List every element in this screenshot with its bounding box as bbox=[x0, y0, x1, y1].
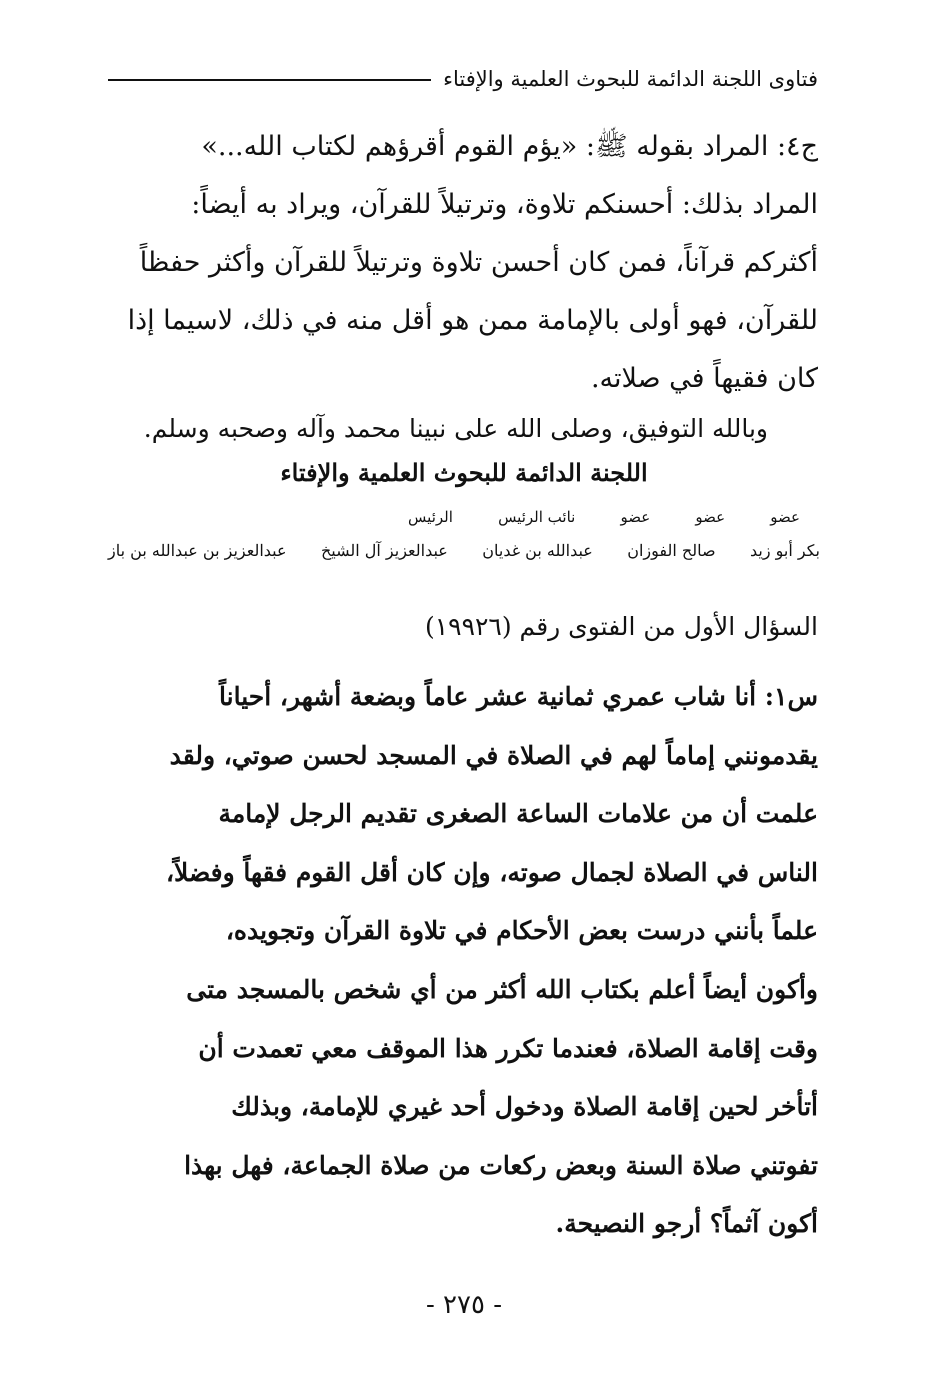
member-titles bbox=[108, 508, 820, 526]
question-title: السؤال الأول من الفتوى رقم (١٩٩٢٦) bbox=[424, 612, 818, 641]
member-names bbox=[108, 541, 820, 560]
question-line: أتأخر لحين إقامة الصلاة ودخول أحد غيري للإمامة، وبذلك bbox=[231, 1092, 818, 1122]
question-line: وأكون أيضاً أعلم بكتاب الله أكثر من أي شخص بالمسجد متى bbox=[186, 974, 818, 1004]
member-title: عضو bbox=[620, 508, 651, 526]
question-line: أكون آثماً؟ أرجو النصيحة. bbox=[555, 1209, 818, 1239]
answer-line: كان فقيهاً في صلاته. bbox=[590, 363, 818, 394]
question-paragraph bbox=[108, 668, 818, 1254]
member-name: صالح الفوزان bbox=[627, 541, 716, 560]
member-title: عضو bbox=[770, 508, 800, 526]
member-title: عضو bbox=[695, 508, 726, 526]
question-line: وقت إقامة الصلاة، فعندما تكرر هذا الموقف معي تعمدت أن bbox=[198, 1033, 818, 1063]
header-title: فتاوى اللجنة الدائمة للبحوث العلمية والإفتاء bbox=[443, 67, 818, 91]
answer-paragraph bbox=[108, 118, 818, 408]
member-name: بكر أبو زيد bbox=[749, 541, 820, 560]
question-line: تفوتني صلاة السنة وبعض ركعات من صلاة الجماعة، فهل بهذا bbox=[184, 1150, 818, 1180]
question-line: الناس في الصلاة لجمال صوته، وإن كان أقل القوم فقهاً وفضلاً، bbox=[165, 857, 818, 887]
member-title: الرئيس bbox=[408, 508, 453, 526]
question-line: يقدمونني إماماً لهم في الصلاة في المسجد لحسن صوتي، ولقد bbox=[169, 740, 818, 770]
answer-line: ج٤: المراد بقوله ﷺ: «يؤم القوم أقرؤهم لكتاب الله...» bbox=[201, 131, 818, 162]
header-rule bbox=[108, 79, 431, 81]
answer-line: للقرآن، فهو أولى بالإمامة ممن هو أقل منه في ذلك، لاسيما إذا bbox=[127, 305, 818, 336]
question-line: س١: أنا شاب عمري ثمانية عشر عاماً وبضعة أشهر، أحياناً bbox=[219, 682, 818, 711]
answer-line: أكثركم قرآناً، فمن كان أحسن تلاوة وترتيلاً للقرآن وأكثر حفظاً bbox=[139, 247, 818, 278]
closing-line: وبالله التوفيق، وصلى الله على نبينا محمد وآله وصحبه وسلم. bbox=[143, 414, 768, 443]
member-title: نائب الرئيس bbox=[498, 508, 576, 526]
answer-line: المراد بذلك: أحسنكم تلاوة، وترتيلاً للقرآن، ويراد به أيضاً: bbox=[191, 189, 818, 220]
question-line: علمت أن من علامات الساعة الصغرى تقديم الرجل لإمامة bbox=[218, 799, 818, 829]
page-number: - ٢٧٥ - bbox=[425, 1290, 503, 1320]
question-line: علماً بأنني درست بعض الأحكام في تلاوة القرآن وتجويده، bbox=[225, 916, 818, 946]
member-name: عبدالعزيز آل الشيخ bbox=[320, 541, 448, 560]
member-name: عبدالعزيز بن عبدالله بن باز bbox=[108, 541, 287, 560]
committee-name: اللجنة الدائمة للبحوث العلمية والإفتاء bbox=[280, 458, 648, 487]
member-name: عبدالله بن غديان bbox=[482, 541, 593, 560]
running-header bbox=[108, 62, 818, 96]
